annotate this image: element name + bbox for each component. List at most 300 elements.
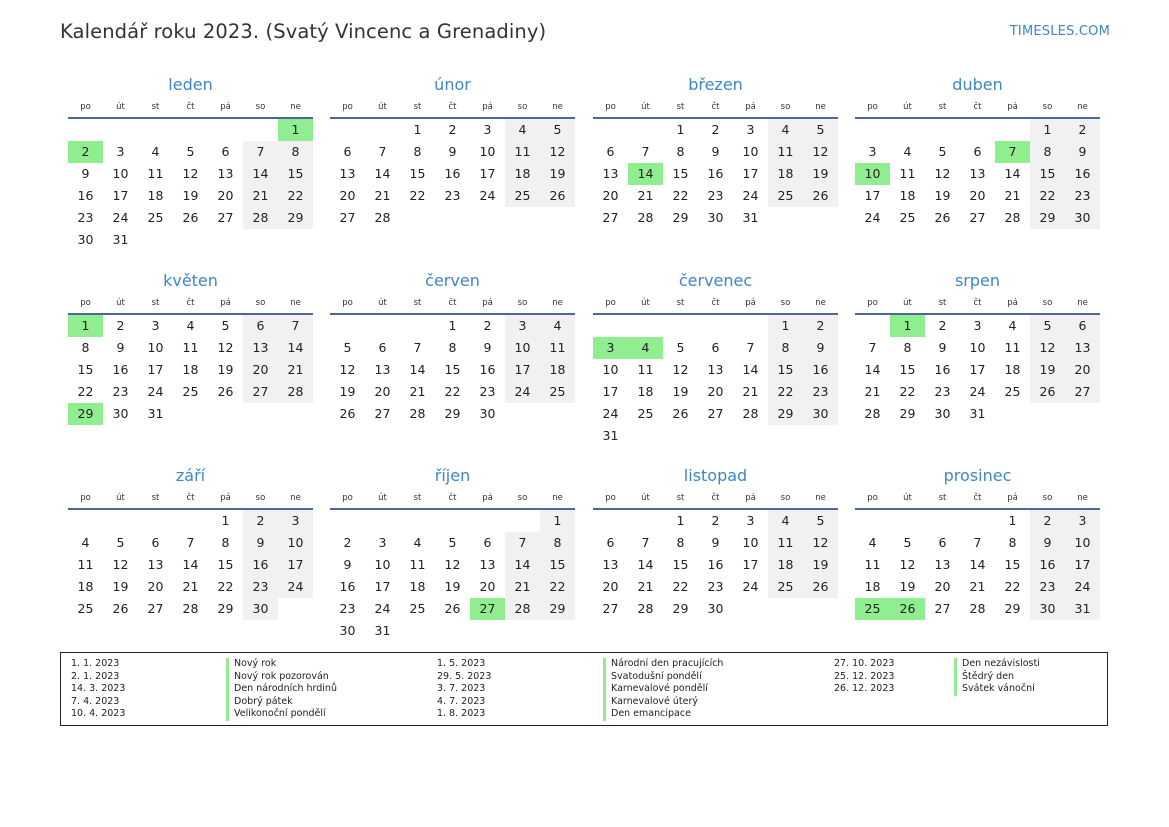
- day-cell: 5: [343, 340, 352, 355]
- day-cell: 3: [483, 122, 492, 137]
- day-cell: 19: [112, 579, 129, 594]
- day-cell: 29: [1004, 601, 1021, 616]
- month-4: [68, 270, 313, 425]
- day-cell: 7: [413, 340, 422, 355]
- day-cell: 12: [803, 141, 838, 163]
- day-cell: 26: [112, 601, 129, 616]
- day-cell: 5: [938, 144, 947, 159]
- empty-cell: [803, 425, 838, 447]
- day-cell: 25: [77, 601, 94, 616]
- day-cell: 6: [243, 315, 278, 337]
- weekday-label: ne: [1077, 298, 1088, 308]
- day-cell: 3: [151, 318, 160, 333]
- weekday-label: čt: [711, 493, 720, 503]
- month-3: [855, 74, 1100, 229]
- week-row: [593, 598, 838, 620]
- day-cell: 29: [444, 406, 461, 421]
- holiday-date: 29. 5. 2023: [437, 670, 492, 682]
- holiday-name: Nový rok: [226, 658, 276, 671]
- month-name: duben: [952, 75, 1003, 94]
- weekday-label: čt: [973, 493, 982, 503]
- holiday-name: Den emancipace: [603, 708, 691, 721]
- month-1: [330, 74, 575, 229]
- week-row: [855, 119, 1100, 141]
- day-cell: 8: [1008, 535, 1017, 550]
- weekday-label: pá: [745, 298, 756, 308]
- page-title: Kalendář roku 2023. (Svatý Vincenc a Grenadiny): [60, 20, 547, 43]
- weekday-label: út: [378, 102, 387, 112]
- day-cell: 5: [903, 535, 912, 550]
- weekday-label: čt: [186, 298, 195, 308]
- day-cell: 19: [1030, 359, 1065, 381]
- day-cell: 8: [768, 337, 803, 359]
- weekday-label: so: [780, 298, 791, 308]
- empty-cell: [208, 229, 243, 251]
- day-cell: 26: [803, 185, 838, 207]
- day-cell: 16: [243, 554, 278, 576]
- day-cell: 17: [742, 557, 759, 572]
- day-cell: 5: [116, 535, 125, 550]
- week-row: [330, 598, 575, 620]
- weekday-label: čt: [973, 298, 982, 308]
- brand-link[interactable]: TIMESLES.COM: [1009, 24, 1110, 39]
- weekday-label: so: [780, 493, 791, 503]
- week-row: [855, 315, 1100, 337]
- day-cell: 14: [864, 362, 881, 377]
- weekday-label: st: [151, 298, 160, 308]
- day-cell: 3: [868, 144, 877, 159]
- empty-cell: [103, 119, 138, 141]
- empty-cell: [1030, 403, 1065, 425]
- day-cell: 12: [444, 557, 461, 572]
- day-cell: 9: [711, 535, 720, 550]
- empty-cell: [470, 620, 505, 642]
- weekday-label: ne: [1077, 102, 1088, 112]
- day-cell: 6: [1065, 315, 1100, 337]
- day-cell: 1: [278, 119, 313, 141]
- month-10: [593, 465, 838, 620]
- weekday-label: ne: [1077, 493, 1088, 503]
- day-cell: 31: [742, 210, 759, 225]
- day-cell: 29: [68, 403, 103, 425]
- day-cell: 9: [243, 532, 278, 554]
- empty-cell: [138, 119, 173, 141]
- day-cell: 11: [864, 557, 881, 572]
- day-cell: 11: [182, 340, 199, 355]
- day-cell: 15: [278, 163, 313, 185]
- day-cell: 2: [483, 318, 492, 333]
- holiday-date: 14. 3. 2023: [71, 683, 126, 695]
- weekday-label: út: [641, 493, 650, 503]
- day-cell: 11: [768, 532, 803, 554]
- day-cell: 9: [483, 340, 492, 355]
- day-cell: 10: [602, 362, 619, 377]
- day-cell: 18: [637, 384, 654, 399]
- day-cell: 16: [707, 166, 724, 181]
- holiday-name: Velikonoční pondělí: [226, 708, 326, 721]
- month-0: [68, 74, 313, 251]
- weekday-label: so: [1042, 493, 1053, 503]
- weekday-label: ne: [552, 298, 563, 308]
- day-cell: 23: [1030, 576, 1065, 598]
- day-cell: 13: [602, 166, 619, 181]
- day-cell: 15: [540, 554, 575, 576]
- empty-cell: [330, 315, 365, 337]
- weekday-label: út: [903, 493, 912, 503]
- day-cell: 11: [77, 557, 94, 572]
- week-row: [593, 425, 838, 447]
- day-cell: 26: [1030, 381, 1065, 403]
- day-cell: 27: [147, 601, 164, 616]
- day-cell: 1: [1030, 119, 1065, 141]
- day-cell: 1: [540, 510, 575, 532]
- weekday-label: st: [413, 298, 422, 308]
- weekday-label: út: [378, 298, 387, 308]
- empty-cell: [365, 315, 400, 337]
- empty-cell: [243, 229, 278, 251]
- day-cell: 22: [1004, 579, 1021, 594]
- empty-cell: [960, 510, 995, 532]
- weekday-label: pá: [1007, 298, 1018, 308]
- weekday-label: st: [938, 493, 947, 503]
- day-cell: 26: [540, 185, 575, 207]
- day-cell: 21: [969, 579, 986, 594]
- empty-cell: [540, 620, 575, 642]
- empty-cell: [173, 510, 208, 532]
- weekday-label: ne: [290, 102, 301, 112]
- week-row: [593, 576, 838, 598]
- weekday-label: čt: [448, 298, 457, 308]
- weekday-label: čt: [711, 102, 720, 112]
- day-cell: 7: [278, 315, 313, 337]
- day-cell: 10: [1065, 532, 1100, 554]
- day-cell: 29: [899, 406, 916, 421]
- empty-cell: [505, 510, 540, 532]
- day-cell: 22: [768, 381, 803, 403]
- day-cell: 19: [217, 362, 234, 377]
- weekday-label: čt: [186, 493, 195, 503]
- week-row: [68, 315, 313, 337]
- weekday-label: ne: [815, 493, 826, 503]
- day-cell: 30: [1065, 207, 1100, 229]
- month-5: [330, 270, 575, 425]
- empty-cell: [278, 229, 313, 251]
- empty-cell: [208, 119, 243, 141]
- month-11: [855, 465, 1100, 620]
- week-row: [855, 532, 1100, 554]
- day-cell: 25: [768, 576, 803, 598]
- day-cell: 1: [676, 513, 685, 528]
- day-cell: 21: [278, 359, 313, 381]
- day-cell: 30: [243, 598, 278, 620]
- day-cell: 9: [1065, 141, 1100, 163]
- empty-cell: [208, 403, 243, 425]
- day-cell: 16: [444, 166, 461, 181]
- day-cell: 4: [540, 315, 575, 337]
- week-row: [330, 620, 575, 642]
- day-cell: 21: [374, 188, 391, 203]
- week-row: [593, 532, 838, 554]
- weekday-header: [855, 97, 1100, 119]
- weekday-label: st: [151, 102, 160, 112]
- week-row: [593, 359, 838, 381]
- day-cell: 4: [768, 510, 803, 532]
- week-row: [593, 554, 838, 576]
- empty-cell: [470, 510, 505, 532]
- day-cell: 15: [899, 362, 916, 377]
- weekday-label: st: [938, 102, 947, 112]
- day-cell: 25: [637, 406, 654, 421]
- day-cell: 3: [505, 315, 540, 337]
- day-cell: 18: [182, 362, 199, 377]
- day-cell: 13: [707, 362, 724, 377]
- weekday-label: st: [676, 493, 685, 503]
- day-cell: 27: [470, 598, 505, 620]
- day-cell: 15: [768, 359, 803, 381]
- holiday-name: Den nezávislosti: [954, 658, 1040, 671]
- weekday-label: st: [413, 493, 422, 503]
- day-cell: 25: [768, 185, 803, 207]
- holidays-legend: [60, 652, 1108, 726]
- weekday-label: čt: [448, 493, 457, 503]
- empty-cell: [628, 425, 663, 447]
- week-row: [330, 163, 575, 185]
- day-cell: 16: [934, 362, 951, 377]
- empty-cell: [768, 425, 803, 447]
- day-cell: 19: [899, 579, 916, 594]
- week-row: [68, 207, 313, 229]
- day-cell: 3: [973, 318, 982, 333]
- empty-cell: [628, 315, 663, 337]
- day-cell: 4: [151, 144, 160, 159]
- weekday-label: út: [903, 298, 912, 308]
- weekday-header: [68, 293, 313, 315]
- day-cell: 22: [217, 579, 234, 594]
- day-cell: 2: [116, 318, 125, 333]
- weekday-label: ne: [552, 493, 563, 503]
- day-cell: 29: [672, 210, 689, 225]
- day-cell: 16: [707, 557, 724, 572]
- day-cell: 20: [479, 579, 496, 594]
- day-cell: 9: [711, 144, 720, 159]
- day-cell: 25: [855, 598, 890, 620]
- empty-cell: [505, 403, 540, 425]
- weekday-label: čt: [186, 102, 195, 112]
- day-cell: 9: [1030, 532, 1065, 554]
- day-cell: 17: [742, 166, 759, 181]
- day-cell: 10: [278, 532, 313, 554]
- day-cell: 12: [934, 166, 951, 181]
- week-row: [855, 185, 1100, 207]
- week-row: [330, 554, 575, 576]
- day-cell: 30: [1030, 598, 1065, 620]
- day-cell: 14: [374, 166, 391, 181]
- weekday-label: pá: [220, 102, 231, 112]
- week-row: [68, 576, 313, 598]
- day-cell: 20: [934, 579, 951, 594]
- weekday-label: ne: [290, 493, 301, 503]
- day-cell: 19: [672, 384, 689, 399]
- day-cell: 6: [938, 535, 947, 550]
- empty-cell: [733, 598, 768, 620]
- month-2: [593, 74, 838, 229]
- day-cell: 6: [378, 340, 387, 355]
- day-cell: 17: [505, 359, 540, 381]
- empty-cell: [505, 207, 540, 229]
- weekday-label: ne: [815, 102, 826, 112]
- day-cell: 31: [1065, 598, 1100, 620]
- day-cell: 30: [112, 406, 129, 421]
- day-cell: 29: [278, 207, 313, 229]
- day-cell: 21: [505, 576, 540, 598]
- weekday-label: pá: [220, 493, 231, 503]
- empty-cell: [803, 598, 838, 620]
- empty-cell: [435, 207, 470, 229]
- empty-cell: [593, 119, 628, 141]
- day-cell: 29: [672, 601, 689, 616]
- day-cell: 8: [278, 141, 313, 163]
- month-name: březen: [688, 75, 743, 94]
- month-7: [855, 270, 1100, 425]
- day-cell: 13: [339, 166, 356, 181]
- day-cell: 28: [374, 210, 391, 225]
- day-cell: 18: [768, 554, 803, 576]
- day-cell: 10: [742, 535, 759, 550]
- empty-cell: [68, 510, 103, 532]
- day-cell: 4: [1008, 318, 1017, 333]
- day-cell: 12: [672, 362, 689, 377]
- day-cell: 31: [147, 406, 164, 421]
- day-cell: 5: [540, 119, 575, 141]
- day-cell: 22: [1030, 185, 1065, 207]
- day-cell: 22: [444, 384, 461, 399]
- weekday-label: po: [342, 102, 353, 112]
- weekday-header: [330, 97, 575, 119]
- day-cell: 21: [409, 384, 426, 399]
- empty-cell: [400, 315, 435, 337]
- day-cell: 3: [278, 510, 313, 532]
- weekday-header: [330, 488, 575, 510]
- day-cell: 3: [116, 144, 125, 159]
- day-cell: 5: [1030, 315, 1065, 337]
- weekday-label: so: [517, 102, 528, 112]
- day-cell: 13: [243, 337, 278, 359]
- day-cell: 22: [672, 579, 689, 594]
- day-cell: 28: [969, 601, 986, 616]
- day-cell: 12: [1030, 337, 1065, 359]
- week-row: [330, 141, 575, 163]
- day-cell: 18: [1004, 362, 1021, 377]
- day-cell: 20: [602, 579, 619, 594]
- day-cell: 12: [540, 141, 575, 163]
- empty-cell: [925, 510, 960, 532]
- day-cell: 26: [182, 210, 199, 225]
- day-cell: 28: [742, 406, 759, 421]
- weekday-label: pá: [745, 493, 756, 503]
- empty-cell: [435, 510, 470, 532]
- empty-cell: [995, 119, 1030, 141]
- empty-cell: [330, 119, 365, 141]
- holiday-date: 25. 12. 2023: [834, 670, 895, 682]
- weekday-label: čt: [711, 298, 720, 308]
- day-cell: 2: [1030, 510, 1065, 532]
- day-cell: 28: [278, 381, 313, 403]
- empty-cell: [628, 119, 663, 141]
- week-row: [68, 141, 313, 163]
- weekday-label: pá: [482, 298, 493, 308]
- day-cell: 17: [479, 166, 496, 181]
- day-cell: 20: [339, 188, 356, 203]
- day-cell: 6: [711, 340, 720, 355]
- day-cell: 29: [217, 601, 234, 616]
- day-cell: 2: [448, 122, 457, 137]
- day-cell: 21: [243, 185, 278, 207]
- week-row: [68, 119, 313, 141]
- weekday-label: út: [378, 493, 387, 503]
- week-row: [330, 403, 575, 425]
- day-cell: 6: [151, 535, 160, 550]
- holiday-date: 1. 5. 2023: [437, 658, 486, 669]
- holiday-date: 27. 10. 2023: [834, 658, 895, 669]
- week-row: [855, 598, 1100, 620]
- empty-cell: [400, 510, 435, 532]
- day-cell: 22: [409, 188, 426, 203]
- week-row: [855, 403, 1100, 425]
- day-cell: 16: [803, 359, 838, 381]
- day-cell: 25: [540, 381, 575, 403]
- day-cell: 15: [1030, 163, 1065, 185]
- day-cell: 31: [112, 232, 129, 247]
- day-cell: 17: [864, 188, 881, 203]
- weekday-label: po: [605, 493, 616, 503]
- weekday-label: út: [116, 493, 125, 503]
- day-cell: 20: [217, 188, 234, 203]
- day-cell: 18: [77, 579, 94, 594]
- day-cell: 22: [278, 185, 313, 207]
- day-cell: 10: [374, 557, 391, 572]
- holiday-date: 7. 4. 2023: [71, 695, 120, 707]
- week-row: [330, 207, 575, 229]
- day-cell: 13: [374, 362, 391, 377]
- day-cell: 20: [147, 579, 164, 594]
- day-cell: 5: [221, 318, 230, 333]
- day-cell: 5: [448, 535, 457, 550]
- day-cell: 2: [711, 513, 720, 528]
- week-row: [330, 510, 575, 532]
- weekday-label: st: [151, 493, 160, 503]
- empty-cell: [400, 620, 435, 642]
- day-cell: 6: [973, 144, 982, 159]
- day-cell: 28: [409, 406, 426, 421]
- week-row: [68, 554, 313, 576]
- day-cell: 1: [676, 122, 685, 137]
- empty-cell: [698, 315, 733, 337]
- day-cell: 7: [505, 532, 540, 554]
- day-cell: 26: [803, 576, 838, 598]
- day-cell: 9: [343, 557, 352, 572]
- empty-cell: [855, 510, 890, 532]
- day-cell: 10: [112, 166, 129, 181]
- day-cell: 21: [182, 579, 199, 594]
- week-row: [855, 207, 1100, 229]
- day-cell: 7: [186, 535, 195, 550]
- day-cell: 20: [707, 384, 724, 399]
- day-cell: 30: [479, 406, 496, 421]
- day-cell: 26: [217, 384, 234, 399]
- weekday-label: pá: [1007, 493, 1018, 503]
- day-cell: 8: [903, 340, 912, 355]
- day-cell: 30: [707, 210, 724, 225]
